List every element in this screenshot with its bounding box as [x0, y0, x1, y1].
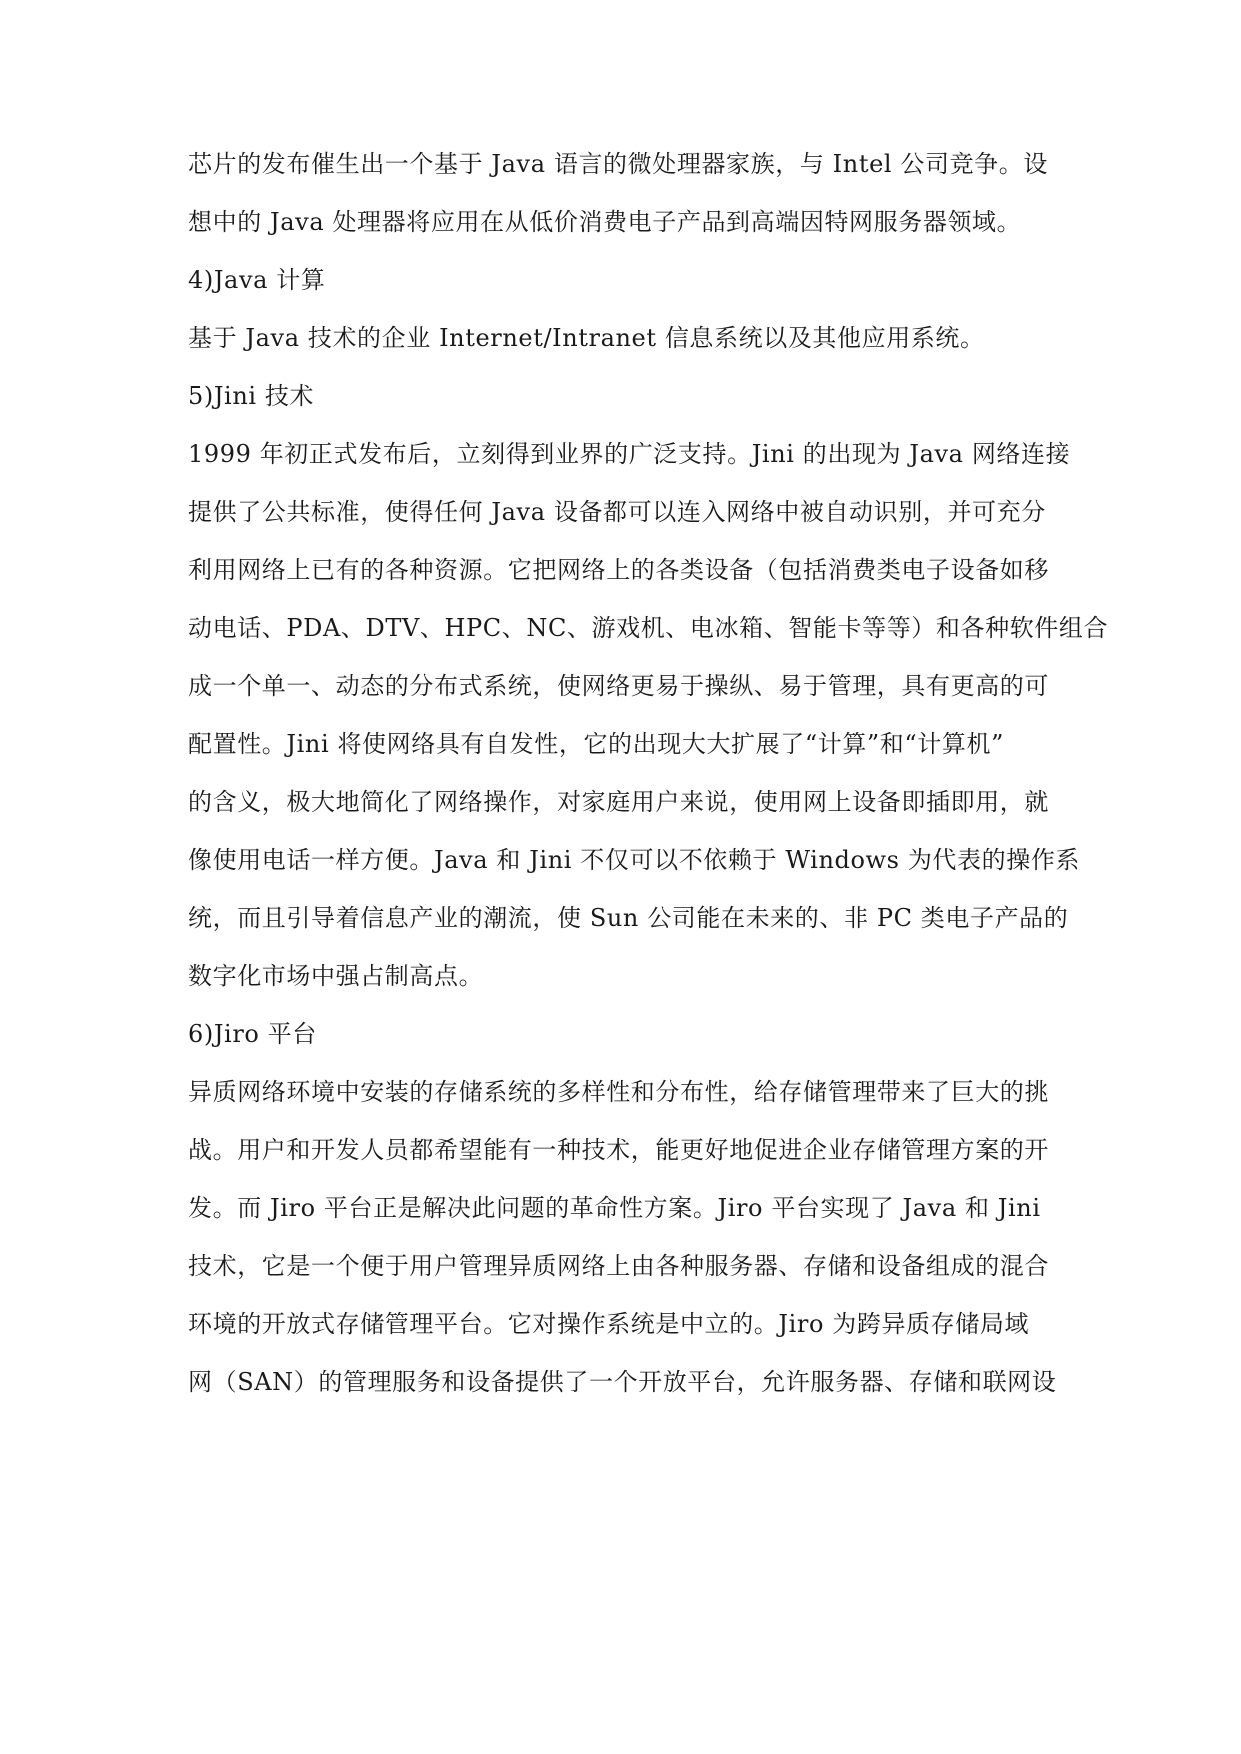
text-line: 数字化市场中强占制高点。 [188, 962, 484, 990]
text-line: 发。而 Jiro 平台正是解决此问题的革命性方案。Jiro 平台实现了 Java 和 Jini [188, 1194, 1041, 1222]
text-line: 基于 Java 技术的企业 Internet/Intranet 信息系统以及其他应用系统。 [188, 324, 985, 352]
section-heading-jiro: 6)Jiro 平台 [188, 1020, 317, 1048]
text-line: 动电话、PDA、DTV、HPC、NC、游戏机、电冰箱、智能卡等等）和各种软件组合 [188, 614, 1109, 642]
text-line: 1999 年初正式发布后，立刻得到业界的广泛支持。Jini 的出现为 Java 网络连接 [188, 440, 1071, 468]
text-line: 战。用户和开发人员都希望能有一种技术，能更好地促进企业存储管理方案的开 [188, 1136, 1049, 1164]
text-line: 像使用电话一样方便。Java 和 Jini 不仅可以不依赖于 Windows 为代表的操作系 [188, 846, 1081, 874]
text-line: 的含义，极大地简化了网络操作，对家庭用户来说，使用网上设备即插即用，就 [188, 788, 1049, 816]
text-line: 统，而且引导着信息产业的潮流，使 Sun 公司能在未来的、非 PC 类电子产品的 [188, 904, 1069, 932]
section-heading-java-computing: 4)Java 计算 [188, 266, 326, 294]
text-line: 网（SAN）的管理服务和设备提供了一个开放平台，允许服务器、存储和联网设 [188, 1368, 1057, 1396]
text-line: 异质网络环境中安装的存储系统的多样性和分布性，给存储管理带来了巨大的挑 [188, 1078, 1049, 1106]
text-line: 技术，它是一个便于用户管理异质网络上由各种服务器、存储和设备组成的混合 [188, 1252, 1049, 1280]
text-line: 提供了公共标准，使得任何 Java 设备都可以连入网络中被自动识别，并可充分 [188, 498, 1046, 526]
text-line: 芯片的发布催生出一个基于 Java 语言的微处理器家族，与 Intel 公司竞争。设 [188, 150, 1048, 178]
text-line: 成一个单一、动态的分布式系统，使网络更易于操纵、易于管理，具有更高的可 [188, 672, 1049, 700]
text-line: 想中的 Java 处理器将应用在从低价消费电子产品到高端因特网服务器领域。 [188, 208, 1022, 236]
text-line: 配置性。Jini 将使网络具有自发性，它的出现大大扩展了“计算”和“计算机” [188, 730, 1004, 758]
section-heading-jini: 5)Jini 技术 [188, 382, 315, 410]
text-line: 利用网络上已有的各种资源。它把网络上的各类设备（包括消费类电子设备如移 [188, 556, 1049, 584]
text-line: 环境的开放式存储管理平台。它对操作系统是中立的。Jiro 为跨异质存储局域 [188, 1310, 1030, 1338]
